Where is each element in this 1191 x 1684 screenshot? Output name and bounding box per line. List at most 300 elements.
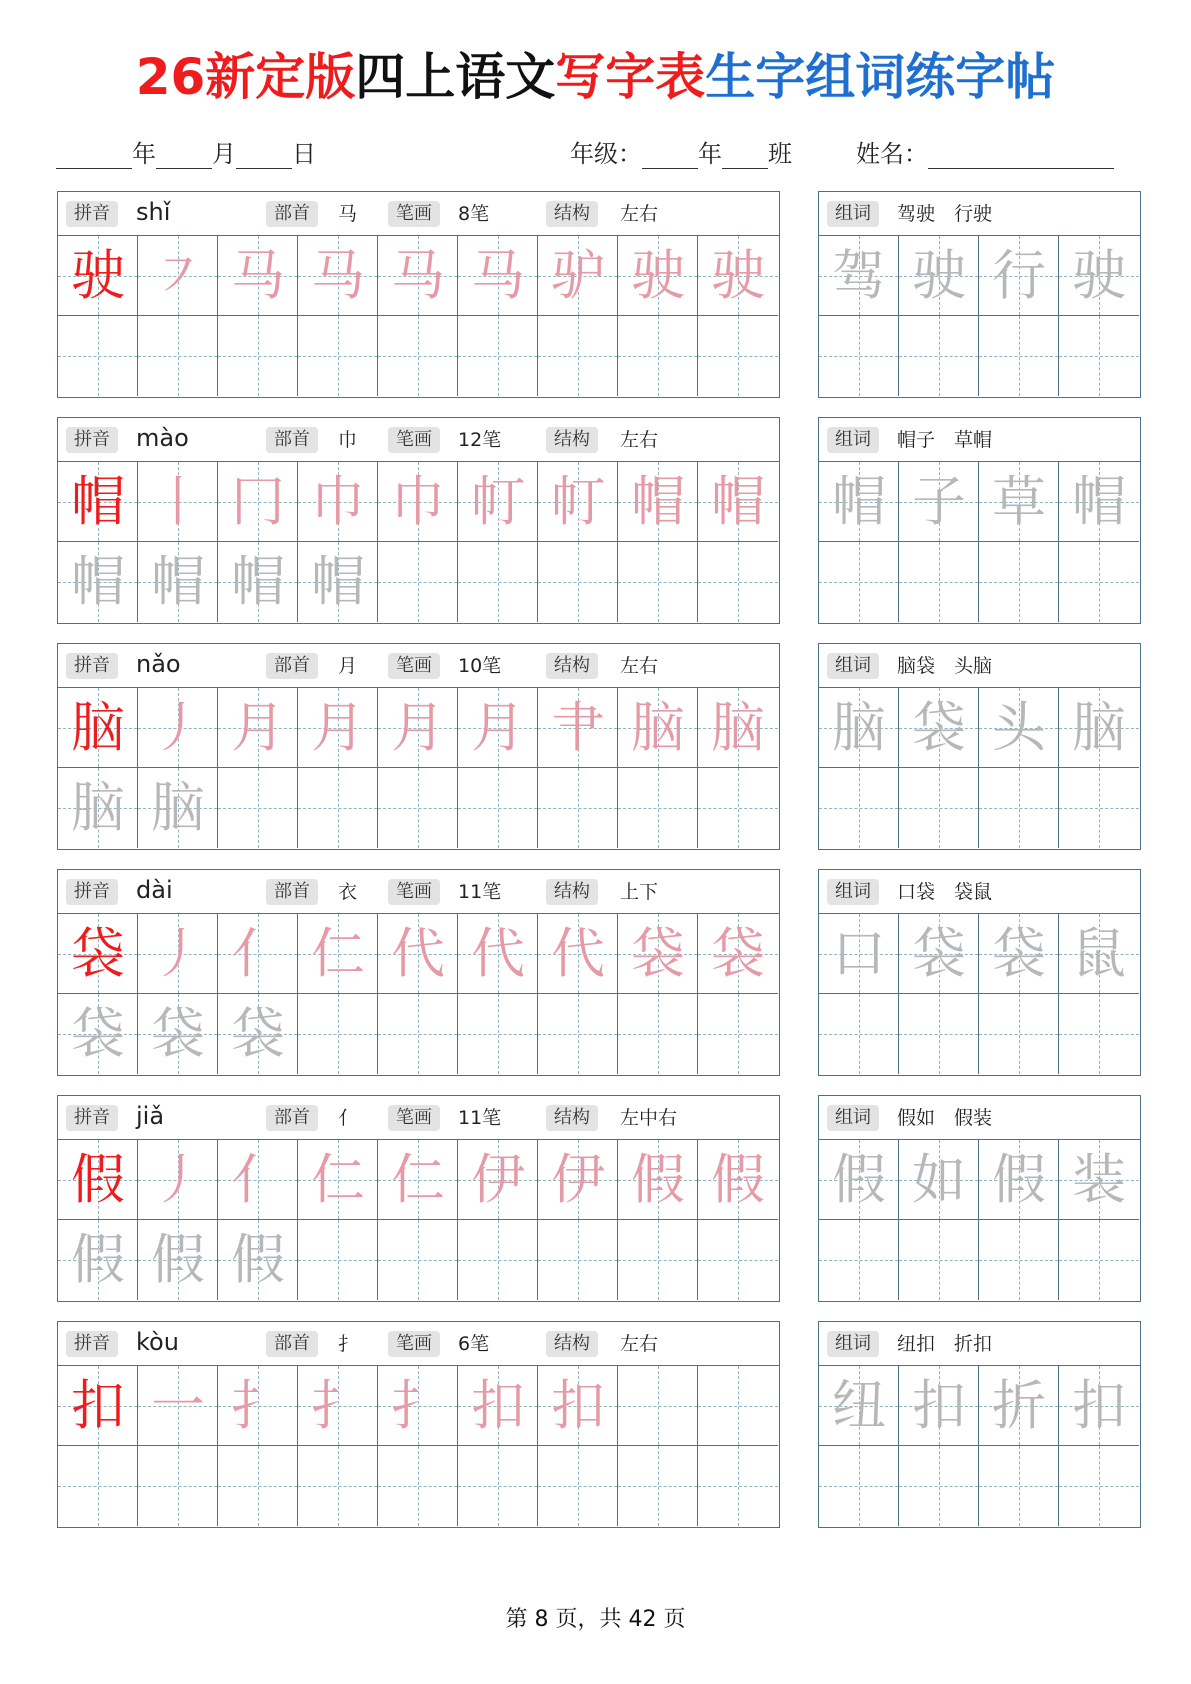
- pinyin-tag: 拼音: [66, 653, 118, 679]
- trace-character: 袋: [231, 1002, 285, 1065]
- writing-cell[interactable]: [58, 1366, 138, 1446]
- model-character: 脑: [71, 696, 125, 759]
- writing-cell[interactable]: [218, 316, 298, 396]
- title-part-2: 四上语文: [355, 48, 556, 106]
- word-cell[interactable]: [819, 914, 899, 994]
- writing-cell[interactable]: [378, 462, 458, 542]
- word-cell[interactable]: [979, 1446, 1059, 1526]
- writing-cell[interactable]: [58, 1446, 138, 1526]
- word-trace-character: 口: [832, 922, 886, 985]
- writing-cell[interactable]: [618, 994, 698, 1074]
- year-blank[interactable]: [56, 144, 132, 169]
- pinyin-value: shǐ: [136, 198, 171, 226]
- word-cell[interactable]: [819, 316, 899, 396]
- writing-cell[interactable]: [218, 462, 298, 542]
- writing-cell[interactable]: [698, 1140, 778, 1220]
- writing-cell[interactable]: [218, 1220, 298, 1300]
- structure-value: 左右: [620, 203, 659, 225]
- char-card-header: [58, 418, 779, 462]
- pinyin-tag: 拼音: [66, 1331, 118, 1357]
- trace-character: 脑: [151, 776, 205, 839]
- writing-cell[interactable]: [698, 688, 778, 768]
- words-value: 假如 假装: [897, 1107, 993, 1129]
- stroke-order-step: 扣: [471, 1374, 525, 1437]
- writing-cell[interactable]: [618, 542, 698, 622]
- word-cell[interactable]: [1059, 1140, 1139, 1220]
- radical-tag: 部首: [266, 1105, 318, 1131]
- writing-cell[interactable]: [138, 1446, 218, 1526]
- writing-cell[interactable]: [698, 542, 778, 622]
- writing-cell[interactable]: [298, 914, 378, 994]
- pinyin-tag: 拼音: [66, 201, 118, 227]
- writing-cell[interactable]: [298, 1140, 378, 1220]
- stroke-order-step: 肀: [551, 696, 605, 759]
- grade-year-label: 年: [698, 140, 722, 168]
- stroke-order-step: 脑: [711, 696, 765, 759]
- grade-field: [570, 134, 792, 169]
- char-card-2: [57, 417, 780, 624]
- words-tag: 组词: [827, 427, 879, 453]
- writing-cell[interactable]: [538, 462, 618, 542]
- writing-cell[interactable]: [618, 688, 698, 768]
- writing-cell[interactable]: [138, 1140, 218, 1220]
- writing-cell[interactable]: [138, 542, 218, 622]
- stroke-order-step: 冂: [231, 470, 285, 533]
- stroke-order-step: 月: [471, 696, 525, 759]
- structure-tag: 结构: [546, 1105, 598, 1131]
- writing-cell[interactable]: [138, 1366, 218, 1446]
- writing-cell[interactable]: [618, 316, 698, 396]
- writing-cell[interactable]: [378, 914, 458, 994]
- writing-cell[interactable]: [138, 316, 218, 396]
- stroke-order-step: 巾: [311, 470, 365, 533]
- word-cell[interactable]: [979, 1366, 1059, 1446]
- writing-cell[interactable]: [58, 316, 138, 396]
- class-blank[interactable]: [722, 144, 768, 169]
- day-blank[interactable]: [236, 144, 292, 169]
- pinyin-value: dài: [136, 876, 173, 904]
- month-blank[interactable]: [156, 144, 212, 169]
- word-card-header: [819, 644, 1140, 688]
- word-cell[interactable]: [899, 688, 979, 768]
- radical-tag: 部首: [266, 1331, 318, 1357]
- word-cell[interactable]: [899, 316, 979, 396]
- word-cell[interactable]: [979, 768, 1059, 848]
- stroke-order-step: 仁: [391, 1148, 445, 1211]
- word-cell[interactable]: [819, 768, 899, 848]
- stroke-order-step: 代: [551, 922, 605, 985]
- word-trace-character: 袋: [992, 922, 1046, 985]
- stroke-order-step: 驴: [551, 244, 605, 307]
- word-card-header: [819, 192, 1140, 236]
- writing-cell[interactable]: [218, 914, 298, 994]
- pinyin-tag: 拼音: [66, 1105, 118, 1131]
- writing-cell[interactable]: [618, 1366, 698, 1446]
- words-value: 口袋 袋鼠: [897, 881, 993, 903]
- writing-cell[interactable]: [698, 914, 778, 994]
- writing-cell[interactable]: [698, 1220, 778, 1300]
- day-label: 日: [292, 140, 316, 168]
- writing-cell[interactable]: [58, 542, 138, 622]
- page-footer: 第 8 页，共 42 页: [505, 1607, 686, 1632]
- writing-cell[interactable]: [538, 1140, 618, 1220]
- strokes-tag: 笔画: [388, 879, 440, 905]
- word-trace-character: 假: [832, 1148, 886, 1211]
- writing-cell[interactable]: [458, 1446, 538, 1526]
- strokes-value: 6笔: [458, 1333, 490, 1355]
- writing-cell[interactable]: [618, 236, 698, 316]
- radical-tag: 部首: [266, 879, 318, 905]
- word-cell[interactable]: [899, 1220, 979, 1300]
- strokes-value: 11笔: [458, 1107, 502, 1129]
- writing-cell[interactable]: [538, 236, 618, 316]
- title-part-1: 26新定版: [135, 48, 356, 106]
- name-field: [856, 134, 1114, 169]
- char-card-3: [57, 643, 780, 850]
- writing-cell[interactable]: [458, 1366, 538, 1446]
- writing-cell[interactable]: [298, 236, 378, 316]
- writing-cell[interactable]: [218, 1446, 298, 1526]
- writing-cell[interactable]: [378, 236, 458, 316]
- writing-cell[interactable]: [218, 688, 298, 768]
- date-grade-name-line: [56, 134, 1136, 170]
- word-cell[interactable]: [819, 542, 899, 622]
- word-cell[interactable]: [1059, 236, 1139, 316]
- word-cell[interactable]: [1059, 316, 1139, 396]
- writing-cell[interactable]: [298, 316, 378, 396]
- writing-cell[interactable]: [698, 1366, 778, 1446]
- trace-character: 帽: [311, 550, 365, 613]
- word-cell[interactable]: [1059, 688, 1139, 768]
- writing-cell[interactable]: [138, 236, 218, 316]
- stroke-order-step: 袋: [711, 922, 765, 985]
- writing-cell[interactable]: [618, 914, 698, 994]
- word-card-header: [819, 870, 1140, 914]
- word-trace-character: 脑: [1072, 696, 1126, 759]
- word-trace-character: 袋: [912, 696, 966, 759]
- writing-cell[interactable]: [58, 688, 138, 768]
- word-cell[interactable]: [1059, 462, 1139, 542]
- stroke-order-step: 驶: [711, 244, 765, 307]
- writing-cell[interactable]: [538, 1366, 618, 1446]
- writing-cell[interactable]: [618, 768, 698, 848]
- strokes-value: 12笔: [458, 429, 502, 451]
- words-tag: 组词: [827, 1331, 879, 1357]
- word-cell[interactable]: [819, 688, 899, 768]
- word-cell[interactable]: [979, 1140, 1059, 1220]
- writing-cell[interactable]: [138, 688, 218, 768]
- pinyin-tag: 拼音: [66, 427, 118, 453]
- char-card-header: [58, 192, 779, 236]
- date-field: [56, 134, 316, 169]
- writing-cell[interactable]: [458, 316, 538, 396]
- word-cell[interactable]: [979, 316, 1059, 396]
- stroke-order-step: 扌: [231, 1374, 285, 1437]
- writing-cell[interactable]: [698, 768, 778, 848]
- word-cell[interactable]: [819, 462, 899, 542]
- word-trace-character: 帽: [832, 470, 886, 533]
- word-cell[interactable]: [819, 1446, 899, 1526]
- stroke-order-step: 代: [391, 922, 445, 985]
- trace-character: 脑: [71, 776, 125, 839]
- stroke-order-step: 马: [231, 244, 285, 307]
- stroke-order-step: 帄: [471, 470, 525, 533]
- radical-value: 巾: [338, 429, 358, 451]
- word-cell[interactable]: [899, 542, 979, 622]
- writing-cell[interactable]: [538, 1220, 618, 1300]
- writing-cell[interactable]: [698, 236, 778, 316]
- stroke-order-step: 扌: [311, 1374, 365, 1437]
- stroke-order-step: 帽: [631, 470, 685, 533]
- word-cell[interactable]: [899, 994, 979, 1074]
- writing-cell[interactable]: [458, 542, 538, 622]
- writing-cell[interactable]: [298, 462, 378, 542]
- writing-cell[interactable]: [378, 316, 458, 396]
- writing-cell[interactable]: [58, 1140, 138, 1220]
- word-cell[interactable]: [1059, 542, 1139, 622]
- word-cell[interactable]: [899, 1140, 979, 1220]
- writing-cell[interactable]: [458, 914, 538, 994]
- writing-cell[interactable]: [138, 994, 218, 1074]
- writing-cell[interactable]: [298, 1446, 378, 1526]
- radical-tag: 部首: [266, 427, 318, 453]
- word-cell[interactable]: [899, 462, 979, 542]
- stroke-order-step: 仁: [311, 922, 365, 985]
- strokes-tag: 笔画: [388, 201, 440, 227]
- writing-cell[interactable]: [298, 1366, 378, 1446]
- structure-value: 左右: [620, 1333, 659, 1355]
- writing-cell[interactable]: [538, 542, 618, 622]
- word-cell[interactable]: [819, 236, 899, 316]
- strokes-value: 11笔: [458, 881, 502, 903]
- char-card-header: [58, 1322, 779, 1366]
- stroke-order-step: 伊: [551, 1148, 605, 1211]
- word-card-3: [818, 643, 1141, 850]
- word-trace-character: 草: [992, 470, 1046, 533]
- writing-cell[interactable]: [218, 236, 298, 316]
- writing-cell[interactable]: [698, 1446, 778, 1526]
- writing-cell[interactable]: [138, 914, 218, 994]
- stroke-order-step: 扌: [391, 1374, 445, 1437]
- word-cell[interactable]: [979, 688, 1059, 768]
- writing-cell[interactable]: [378, 994, 458, 1074]
- words-value: 纽扣 折扣: [897, 1333, 993, 1355]
- trace-character: 假: [151, 1228, 205, 1291]
- writing-cell[interactable]: [458, 236, 538, 316]
- word-cell[interactable]: [979, 236, 1059, 316]
- word-cell[interactable]: [899, 1446, 979, 1526]
- writing-cell[interactable]: [458, 1220, 538, 1300]
- word-card-header: [819, 1322, 1140, 1366]
- strokes-tag: 笔画: [388, 1331, 440, 1357]
- words-value: 驾驶 行驶: [897, 203, 993, 225]
- trace-character: 假: [231, 1228, 285, 1291]
- words-tag: 组词: [827, 1105, 879, 1131]
- trace-character: 帽: [151, 550, 205, 613]
- writing-cell[interactable]: [378, 688, 458, 768]
- writing-cell[interactable]: [458, 994, 538, 1074]
- word-cell[interactable]: [819, 1366, 899, 1446]
- stroke-order-step: 马: [391, 244, 445, 307]
- pinyin-value: nǎo: [136, 650, 181, 678]
- stroke-order-step: 马: [471, 244, 525, 307]
- word-card-2: [818, 417, 1141, 624]
- writing-cell[interactable]: [538, 1446, 618, 1526]
- structure-value: 上下: [620, 881, 659, 903]
- word-trace-character: 如: [912, 1148, 966, 1211]
- word-cell[interactable]: [819, 994, 899, 1074]
- stroke-order-step: 驶: [631, 244, 685, 307]
- stroke-order-step: ㇇: [151, 244, 205, 307]
- word-trace-character: 扣: [912, 1374, 966, 1437]
- writing-cell[interactable]: [538, 316, 618, 396]
- writing-cell[interactable]: [378, 1140, 458, 1220]
- writing-cell[interactable]: [698, 994, 778, 1074]
- stroke-order-step: 丿: [151, 696, 205, 759]
- word-cell[interactable]: [979, 542, 1059, 622]
- word-cell[interactable]: [1059, 914, 1139, 994]
- model-character: 假: [71, 1148, 125, 1211]
- writing-cell[interactable]: [218, 768, 298, 848]
- stroke-order-step: 袋: [631, 922, 685, 985]
- word-trace-character: 装: [1072, 1148, 1126, 1211]
- radical-value: 月: [338, 655, 358, 677]
- char-card-header: [58, 870, 779, 914]
- writing-cell[interactable]: [698, 462, 778, 542]
- word-trace-character: 子: [912, 470, 966, 533]
- writing-cell[interactable]: [618, 462, 698, 542]
- pinyin-value: jiǎ: [136, 1102, 165, 1130]
- writing-cell[interactable]: [138, 462, 218, 542]
- writing-cell[interactable]: [618, 1220, 698, 1300]
- word-trace-character: 鼠: [1072, 922, 1126, 985]
- writing-cell[interactable]: [618, 1446, 698, 1526]
- stroke-order-step: 月: [311, 696, 365, 759]
- name-label: 姓名：: [856, 140, 928, 168]
- stroke-order-step: 帽: [711, 470, 765, 533]
- words-tag: 组词: [827, 201, 879, 227]
- writing-cell[interactable]: [538, 914, 618, 994]
- stroke-order-step: 脑: [631, 696, 685, 759]
- writing-cell[interactable]: [58, 1220, 138, 1300]
- word-card-header: [819, 418, 1140, 462]
- char-card-1: [57, 191, 780, 398]
- writing-cell[interactable]: [218, 1366, 298, 1446]
- writing-cell[interactable]: [458, 688, 538, 768]
- word-trace-character: 驶: [1072, 244, 1126, 307]
- writing-cell[interactable]: [618, 1140, 698, 1220]
- word-trace-character: 折: [992, 1374, 1046, 1437]
- trace-character: 帽: [231, 550, 285, 613]
- writing-cell[interactable]: [58, 994, 138, 1074]
- char-card-header: [58, 1096, 779, 1140]
- word-trace-character: 行: [992, 244, 1046, 307]
- word-cell[interactable]: [899, 1366, 979, 1446]
- writing-cell[interactable]: [698, 316, 778, 396]
- writing-cell[interactable]: [378, 1366, 458, 1446]
- writing-cell[interactable]: [138, 1220, 218, 1300]
- word-cell[interactable]: [1059, 1446, 1139, 1526]
- grade-year-blank[interactable]: [642, 144, 698, 169]
- model-character: 帽: [71, 470, 125, 533]
- writing-cell[interactable]: [58, 236, 138, 316]
- word-trace-character: 脑: [832, 696, 886, 759]
- word-cell[interactable]: [1059, 1220, 1139, 1300]
- trace-character: 袋: [151, 1002, 205, 1065]
- word-cell[interactable]: [979, 994, 1059, 1074]
- writing-cell[interactable]: [378, 542, 458, 622]
- word-cell[interactable]: [1059, 768, 1139, 848]
- trace-character: 袋: [71, 1002, 125, 1065]
- writing-cell[interactable]: [218, 1140, 298, 1220]
- pinyin-value: kòu: [136, 1328, 179, 1356]
- writing-cell[interactable]: [458, 768, 538, 848]
- stroke-order-step: 丿: [151, 1148, 205, 1211]
- writing-cell[interactable]: [298, 542, 378, 622]
- word-card-1: [818, 191, 1141, 398]
- word-cell[interactable]: [979, 914, 1059, 994]
- strokes-tag: 笔画: [388, 427, 440, 453]
- writing-cell[interactable]: [298, 688, 378, 768]
- writing-cell[interactable]: [538, 688, 618, 768]
- radical-value: 亻: [338, 1107, 358, 1129]
- writing-cell[interactable]: [58, 914, 138, 994]
- word-cell[interactable]: [979, 1220, 1059, 1300]
- writing-cell[interactable]: [538, 768, 618, 848]
- words-value: 脑袋 头脑: [897, 655, 993, 677]
- word-card-header: [819, 1096, 1140, 1140]
- writing-cell[interactable]: [298, 994, 378, 1074]
- word-cell[interactable]: [1059, 994, 1139, 1074]
- word-cell[interactable]: [1059, 1366, 1139, 1446]
- stroke-order-step: 伊: [471, 1148, 525, 1211]
- word-cell[interactable]: [819, 1220, 899, 1300]
- stroke-order-step: 丿: [151, 922, 205, 985]
- writing-cell[interactable]: [218, 542, 298, 622]
- writing-cell[interactable]: [378, 1220, 458, 1300]
- writing-cell[interactable]: [378, 768, 458, 848]
- word-cell[interactable]: [899, 768, 979, 848]
- stroke-order-step: 仁: [311, 1148, 365, 1211]
- writing-cell[interactable]: [298, 1220, 378, 1300]
- stroke-order-step: 帄: [551, 470, 605, 533]
- word-cell[interactable]: [979, 462, 1059, 542]
- stroke-order-step: 假: [711, 1148, 765, 1211]
- strokes-value: 10笔: [458, 655, 502, 677]
- structure-tag: 结构: [546, 427, 598, 453]
- writing-cell[interactable]: [458, 1140, 538, 1220]
- pinyin-tag: 拼音: [66, 879, 118, 905]
- structure-tag: 结构: [546, 879, 598, 905]
- writing-cell[interactable]: [298, 768, 378, 848]
- word-cell[interactable]: [899, 914, 979, 994]
- writing-cell[interactable]: [378, 1446, 458, 1526]
- words-tag: 组词: [827, 653, 879, 679]
- writing-cell[interactable]: [58, 768, 138, 848]
- writing-cell[interactable]: [58, 462, 138, 542]
- word-trace-character: 纽: [832, 1374, 886, 1437]
- writing-cell[interactable]: [138, 768, 218, 848]
- words-tag: 组词: [827, 879, 879, 905]
- writing-cell[interactable]: [538, 994, 618, 1074]
- word-cell[interactable]: [899, 236, 979, 316]
- word-cell[interactable]: [819, 1140, 899, 1220]
- radical-value: 衣: [338, 881, 358, 903]
- name-blank[interactable]: [928, 144, 1114, 169]
- stroke-order-step: 扣: [551, 1374, 605, 1437]
- writing-cell[interactable]: [218, 994, 298, 1074]
- writing-cell[interactable]: [458, 462, 538, 542]
